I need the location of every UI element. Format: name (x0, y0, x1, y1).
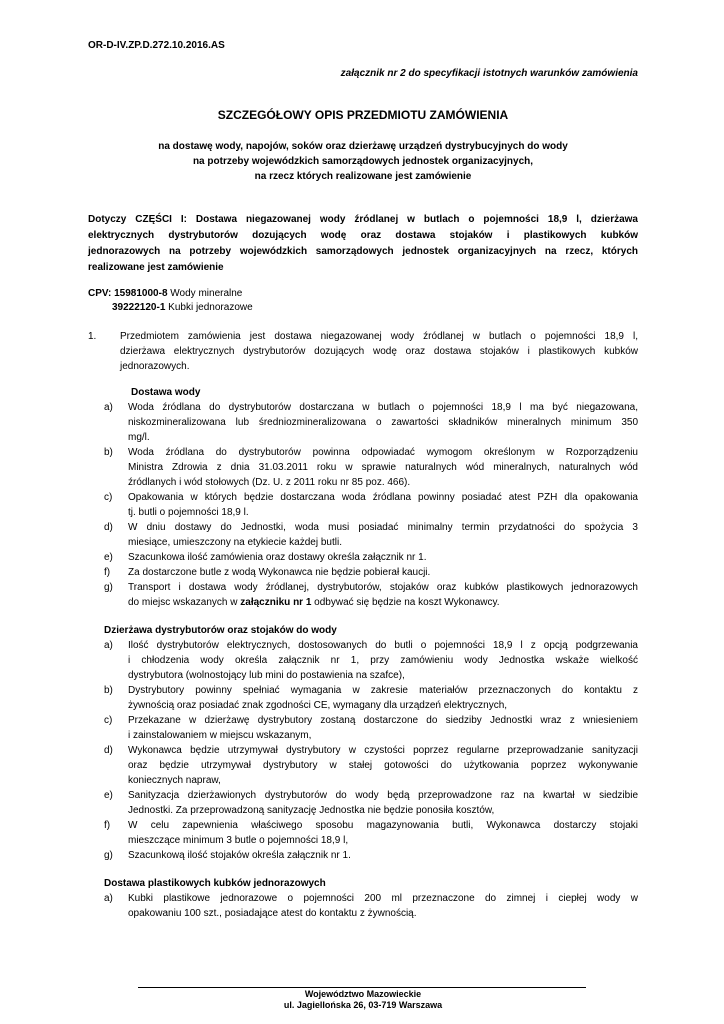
list-item-line: W dniu dostawy do Jednostki, woda musi posiadać minimalny termin przydatności do spożycia 3 (128, 522, 638, 533)
list-item (88, 580, 638, 610)
intro-line: jednorazowych na potrzeby wojewódzkich samorządowych jednostek organizacyjnych na rzecz, których (88, 246, 638, 257)
list-item-line: niskozmineralizowana lub średniozmineralizowana o zawartości składników mineralnych minimum 350 (128, 417, 638, 428)
list-item (88, 848, 638, 863)
list-marker: c) (104, 715, 113, 726)
list-item-line: Szacunkowa ilość zamówienia oraz dostawy określa załącznik nr 1. (128, 552, 427, 563)
list-item-line: Sanityzacja dzierżawionych dystrybutorów do wody będą przeprowadzone raz na kwartał w siedzibie (128, 790, 638, 801)
list-item-line: koniecznych napraw, (128, 775, 221, 786)
cpv-row (88, 301, 253, 315)
list-item (88, 638, 638, 683)
list-item-line: opakowaniu 100 szt., posiadające atest do kontaktu z żywnością. (128, 908, 417, 919)
list-item-line: i zainstalowaniem w miejscu wskazanym, (128, 730, 312, 741)
list-item-line: Opakowania w których będzie dostarczana woda źródlana powinny posiadać atest PZH dla opakowania (128, 492, 638, 503)
list-item-line: mieszczące minimum 3 butle o pojemności 18,9 l, (128, 835, 349, 846)
point-1 (88, 329, 638, 374)
list-item-line: mg/l. (128, 432, 150, 443)
part-description (88, 212, 638, 276)
document-reference: OR-D-IV.ZP.D.272.10.2016.AS (88, 40, 225, 51)
cpv-code: 39222120-1 (112, 302, 166, 313)
list-marker: c) (104, 492, 113, 503)
water-delivery-list (88, 400, 638, 610)
document-subtitle (88, 139, 638, 184)
list-marker: f) (104, 567, 111, 578)
cpv-label: CPV: (88, 288, 112, 299)
footer-divider (138, 987, 586, 988)
list-item-line: miesiące, umieszczony na etykiecie każdej butli. (128, 537, 342, 548)
list-item-line: W celu zapewnienia właściwego sposobu magazynowania butli, Wykonawca dostarczy stojaki (128, 820, 638, 831)
list-item (88, 445, 638, 490)
list-item-line: żywnością oraz posiadać znak zgodności CE, wymagany dla urządzeń elektrycznych, (128, 700, 508, 711)
list-item-line: Jednostki. Za przeprowadzoną sanityzację Jednostka nie będzie ponosiła kosztów, (128, 805, 495, 816)
list-item-line: oraz będzie utrzymywał dystrybutory w stałej gotowości do użytkowania poprzez wykonywanie (128, 760, 638, 771)
list-item-line: Za dostarczone butle z wodą Wykonawca nie będzie pobierał kaucji. (128, 567, 431, 578)
list-item (88, 743, 638, 788)
cpv-code: 15981000-8 (114, 288, 168, 299)
main-content (88, 329, 638, 921)
subtitle-line: na dostawę wody, napojów, soków oraz dzierżawę urządzeń dystrybucyjnych do wody (158, 141, 568, 152)
list-item-line: Wykonawca będzie utrzymywał dystrybutory w czystości poprzez regularne przeprowadzanie sanityzacji (128, 745, 638, 756)
intro-line: elektrycznych dystrybutorów dozujących wodę oraz dostawa stojaków i plastikowych kubków (88, 230, 638, 241)
cpv-description: Kubki jednorazowe (168, 302, 253, 313)
list-marker: g) (104, 582, 113, 593)
section-title-dispensers: Dzierżawa dystrybutorów oraz stojaków do wody (104, 625, 337, 636)
intro-line: Dotyczy CZĘŚCI I: Dostawa niegazowanej wody źródlanej w butlach o pojemności 18,9 l, dzierżawa (88, 214, 638, 225)
list-item (88, 683, 638, 713)
list-item (88, 400, 638, 445)
list-item-line: Dystrybutory powinny spełniać wymagania w zakresie materiałów przeznaczonych do kontaktu z (128, 685, 638, 696)
list-marker: b) (104, 685, 113, 696)
list-marker: e) (104, 552, 113, 563)
list-item (88, 891, 638, 921)
list-marker: f) (104, 820, 111, 831)
list-marker: d) (104, 745, 113, 756)
list-item-line: Szacunkową ilość stojaków określa załącznik nr 1. (128, 850, 351, 861)
list-item-line: Woda źródlana do dystrybutorów powinna odpowiadać wymogom określonym w Rozporządzeniu (128, 447, 638, 458)
list-item (88, 490, 638, 520)
list-item (88, 520, 638, 550)
list-item (88, 818, 638, 848)
cpv-codes (88, 287, 253, 315)
line-text: odbywać się będzie na koszt Wykonawcy. (311, 597, 500, 608)
footer-address: ul. Jagiellońska 26, 03-719 Warszawa (283, 1000, 443, 1010)
list-item-line (128, 595, 638, 610)
footer-org: Województwo Mazowieckie (304, 989, 422, 999)
point-line: jednorazowych. (120, 361, 190, 372)
point-line: Przedmiotem zamówienia jest dostawa niegazowanej wody źródlanej w butlach o pojemności 18,9 l, (120, 331, 638, 342)
point-line: dzierżawa elektrycznych dystrybutorów dozujących wodę oraz dostawa stojaków i plastikowych kubków (120, 346, 638, 357)
list-marker: b) (104, 447, 113, 458)
subtitle-line: na potrzeby wojewódzkich samorządowych jednostek organizacyjnych, (192, 156, 534, 167)
list-item (88, 565, 638, 580)
list-item-line: Przekazane w dzierżawę dystrybutory zostaną dostarczone do siedziby Jednostki wraz z wniesieniem (128, 715, 638, 726)
intro-line: realizowane jest zamówienie (88, 262, 224, 273)
attachment-note: załącznik nr 2 do specyfikacji istotnych warunków zamówienia (340, 68, 638, 79)
list-marker: d) (104, 522, 113, 533)
list-item-line: źródlanych i wód stołowych (Dz. U. z 2011 roku nr 85 poz. 466). (128, 477, 411, 488)
footer (88, 989, 638, 1011)
attachment-reference: załączniku nr 1 (240, 597, 312, 608)
list-item-line: Kubki plastikowe jednorazowe o pojemności 200 ml przeznaczone do zimnej i ciepłej wody w (128, 893, 638, 904)
list-item-line: i chłodzenia wody określa załącznik nr 1, przy zamówieniu wody Jednostka wskaże wielkość (128, 655, 638, 666)
dispenser-lease-list (88, 638, 638, 863)
line-text: do miejsc wskazanych w (128, 597, 241, 608)
list-marker: e) (104, 790, 113, 801)
list-item-line: dystrybutora (wolnostojący lub mini do postawienia na szafce), (128, 670, 405, 681)
cups-delivery-list (88, 891, 638, 921)
point-number: 1. (88, 331, 97, 342)
cpv-description: Wody mineralne (170, 288, 243, 299)
list-item-line: Ministra Zdrowia z dnia 31.03.2011 roku w sprawie naturalnych wód mineralnych, naturalnych wód (128, 462, 638, 473)
document-title: SZCZEGÓŁOWY OPIS PRZEDMIOTU ZAMÓWIENIA (217, 108, 509, 122)
cpv-row (88, 287, 253, 301)
subtitle-line: na rzecz których realizowane jest zamówienie (254, 171, 472, 182)
list-item-line: Woda źródlana do dystrybutorów dostarczana w butlach o pojemności 18,9 l ma być niegazowana, (128, 402, 638, 413)
list-item-line: Ilość dystrybutorów elektrycznych, dostosowanych do butli o pojemności 18,9 l z opcją podgrzewania (128, 640, 638, 651)
list-marker: a) (104, 640, 113, 651)
section-title-cups: Dostawa plastikowych kubków jednorazowych (104, 878, 326, 889)
list-item (88, 788, 638, 818)
list-marker: a) (104, 402, 113, 413)
list-item-line: Transport i dostawa wody źródlanej, dystrybutorów, stojaków oraz kubków plastikowych jednorazowych (128, 582, 638, 593)
list-item-line: tj. butli o pojemności 18,9 l. (128, 507, 249, 518)
list-item (88, 713, 638, 743)
section-title-water: Dostawa wody (131, 387, 201, 398)
list-marker: a) (104, 893, 113, 904)
list-item (88, 550, 638, 565)
list-marker: g) (104, 850, 113, 861)
